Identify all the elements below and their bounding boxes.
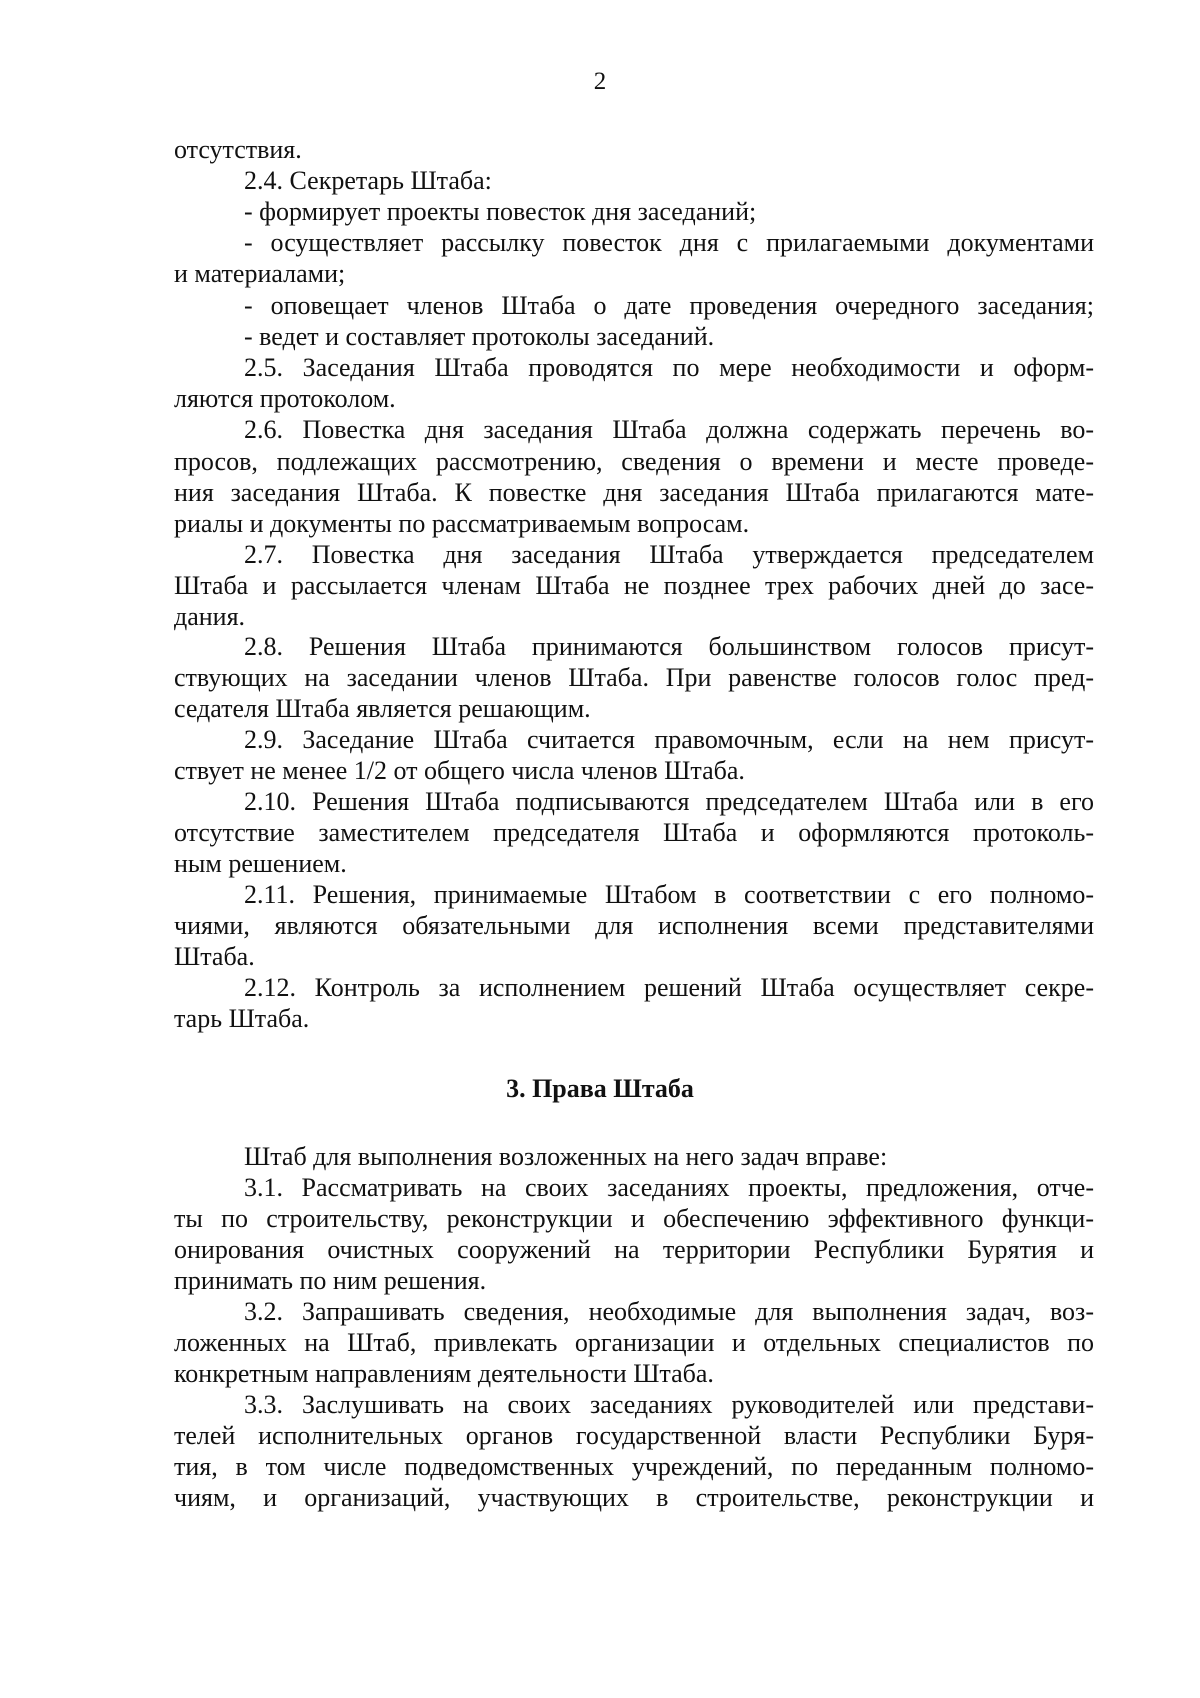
text-line: принимать по ним решения.: [174, 1266, 487, 1295]
text-line: 2.8. Решения Штаба принимаются большинством голосов присут-: [244, 632, 1094, 661]
text-line: 3.1. Рассматривать на своих заседаниях проекты, предложения, отче-: [244, 1173, 1094, 1202]
text-line: ты по строительству, реконструкции и обеспечению эффективного функци-: [174, 1204, 1094, 1233]
text-line: тия, в том числе подведомственных учреждений, по переданным полномо-: [174, 1452, 1094, 1481]
text-line: 2.4. Секретарь Штаба:: [244, 166, 492, 195]
text-line: ляются протоколом.: [174, 384, 396, 413]
text-line: 2.6. Повестка дня заседания Штаба должна содержать перечень во-: [244, 415, 1094, 444]
text-line: и материалами;: [174, 259, 346, 288]
text-line: ствует не менее 1/2 от общего числа членов Штаба.: [174, 756, 745, 785]
text-line: ложенных на Штаб, привлекать организации и отдельных специалистов по: [174, 1328, 1094, 1357]
text-line: чиям, и организаций, участвующих в строительстве, реконструкции и: [174, 1483, 1094, 1512]
text-line: Штаба и рассылается членам Штаба не позднее трех рабочих дней до засе-: [174, 571, 1094, 600]
text-line: 2.11. Решения, принимаемые Штабом в соответствии с его полномо-: [244, 880, 1094, 909]
text-line: 2.9. Заседание Штаба считается правомочным, если на нем присут-: [244, 725, 1094, 754]
text-line: 2.10. Решения Штаба подписываются председателем Штаба или в его: [244, 787, 1094, 816]
text-line: 2.7. Повестка дня заседания Штаба утверждается председателем: [244, 540, 1094, 569]
text-line: ния заседания Штаба. К повестке дня заседания Штаба прилагаются мате-: [174, 478, 1094, 507]
text-line: отсутствие заместителем председателя Штаба и оформляются протоколь-: [174, 818, 1094, 847]
text-line: конкретным направлениям деятельности Штаба.: [174, 1359, 714, 1388]
text-line: - оповещает членов Штаба о дате проведения очередного заседания;: [244, 291, 1094, 320]
section-heading: 3. Права Штаба: [506, 1074, 694, 1103]
text-line: отсутствия.: [174, 135, 302, 164]
text-line: - формирует проекты повесток дня заседаний;: [244, 197, 757, 226]
text-line: телей исполнительных органов государственной власти Республики Буря-: [174, 1421, 1094, 1450]
text-line: Штаб для выполнения возложенных на него задач вправе:: [244, 1142, 888, 1171]
text-line: тарь Штаба.: [174, 1004, 310, 1033]
text-line: Штаба.: [174, 942, 255, 971]
text-line: - ведет и составляет протоколы заседаний.: [244, 322, 715, 351]
page-number: 2: [593, 68, 607, 95]
text-line: ным решением.: [174, 849, 347, 878]
text-line: чиями, являются обязательными для исполнения всеми представителями: [174, 911, 1094, 940]
text-line: просов, подлежащих рассмотрению, сведения о времени и месте проведе-: [174, 447, 1094, 476]
text-line: - осуществляет рассылку повесток дня с прилагаемыми документами: [244, 228, 1094, 257]
text-line: ствующих на заседании членов Штаба. При равенстве голосов голос пред-: [174, 663, 1094, 692]
text-line: седателя Штаба является решающим.: [174, 694, 591, 723]
text-line: 3.3. Заслушивать на своих заседаниях руководителей или представи-: [244, 1390, 1094, 1419]
text-line: риалы и документы по рассматриваемым вопросам.: [174, 509, 750, 538]
text-line: 2.5. Заседания Штаба проводятся по мере необходимости и оформ-: [244, 353, 1094, 382]
text-line: 3.2. Запрашивать сведения, необходимые для выполнения задач, воз-: [244, 1297, 1094, 1326]
text-line: 2.12. Контроль за исполнением решений Штаба осуществляет секре-: [244, 973, 1094, 1002]
text-line: онирования очистных сооружений на территории Республики Бурятия и: [174, 1235, 1094, 1264]
text-line: дания.: [174, 602, 246, 631]
